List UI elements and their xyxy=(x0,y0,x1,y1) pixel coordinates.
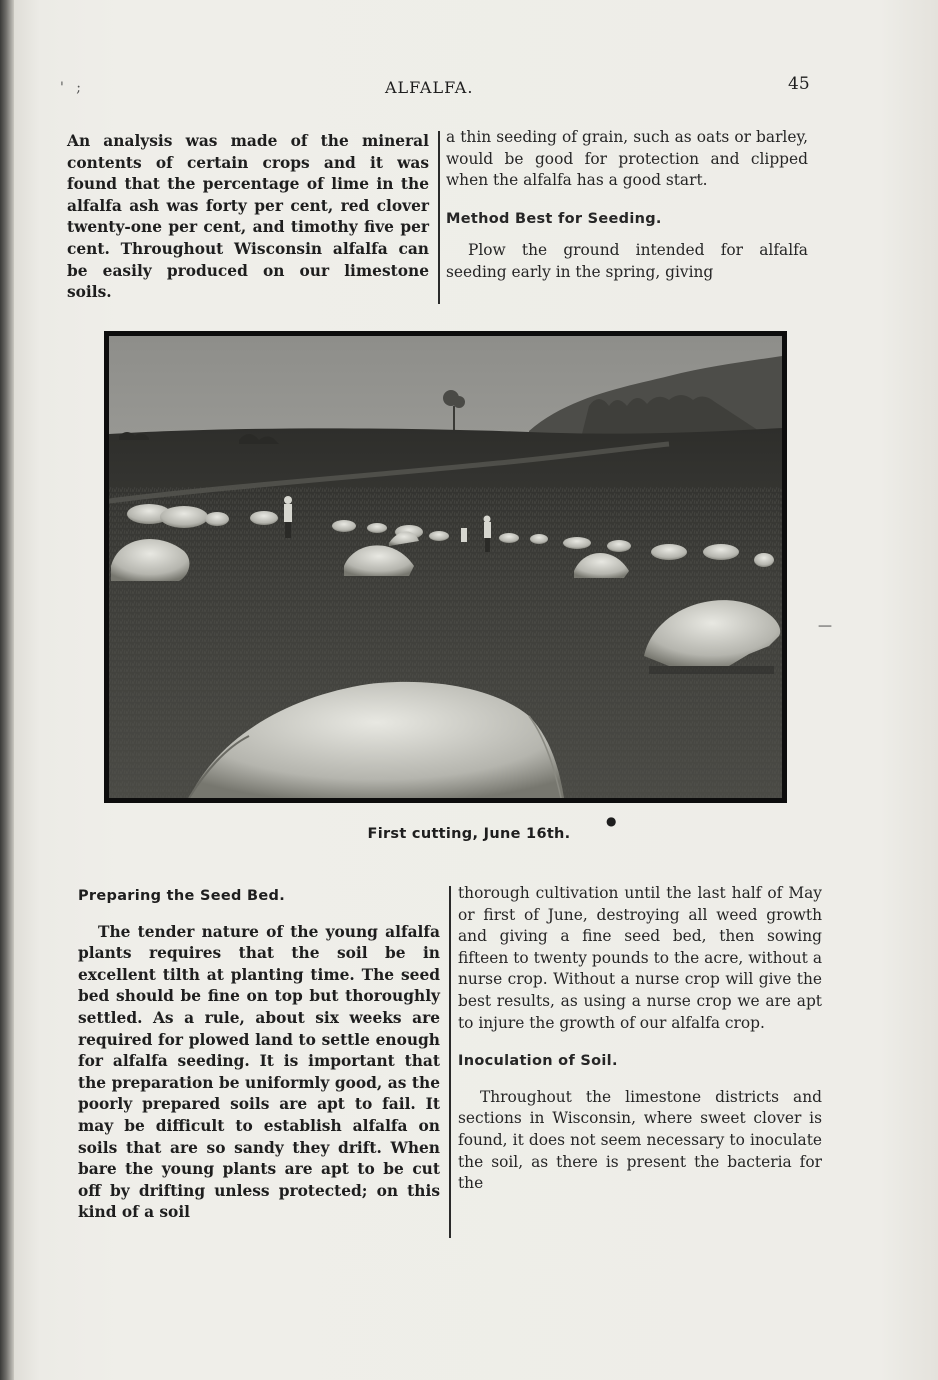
margin-dash: — xyxy=(818,618,832,634)
top-left-column xyxy=(67,131,429,304)
mineral-analysis-paragraph: An analysis was made of the mineral contents of certain crops and it was found that the percentage of lime in the alfalfa ash was forty per cent, red clover twenty-one per cent, and timothy five per cent. Throughout Wisconsin alfalfa can be easily produced on our limestone soils. xyxy=(67,132,429,302)
figure-caption: First cutting, June 16th. xyxy=(367,826,571,842)
top-right-column xyxy=(446,127,808,284)
alfalfa-field-photo xyxy=(104,331,787,803)
inoculation-paragraph: Throughout the limestone districts and sections in Wisconsin, where sweet clover is found, it does not seem necessary to inoculate the soil, as there is present the bacteria for the xyxy=(458,1087,822,1193)
inoculation-heading: Inoculation of Soil. xyxy=(458,1053,618,1070)
plow-paragraph: Plow the ground intended for alfalfa seeding early in the spring, giving xyxy=(446,241,808,281)
seed-bed-paragraph: The tender nature of the young alfalfa plants requires that the soil be in excellent tilth at planting time. The seed bed should be fine on top but thoroughly settled. As a rule, about six weeks are required for plowed land to settle enough for alfalfa seeding. It is important that the preparation be uniformly good, as the poorly prepared soils are apt to fail. It may be difficult to establish alfalfa on soils that are so sandy they drift. When bare the young plants are apt to be cut off by drifting unless protected; on this kind of a soil xyxy=(78,922,440,1222)
column-rule-bottom xyxy=(449,886,451,1238)
running-head: ALFALFA. xyxy=(385,78,474,97)
binding-gutter xyxy=(0,0,14,1380)
field-photo-image xyxy=(109,336,782,798)
thin-seeding-paragraph: a thin seeding of grain, such as oats or barley, would be good for protection and clipped when the alfalfa has a good start. xyxy=(446,128,808,190)
bottom-right-column xyxy=(458,883,822,1195)
column-rule-top xyxy=(438,131,440,304)
seed-bed-heading: Preparing the Seed Bed. xyxy=(78,888,285,904)
cultivation-paragraph: thorough cultivation until the last half of May or first of June, destroying all weed growth and giving a fine seed bed, then sowing fifteen to twenty pounds to the acre, without a nurse crop. Without a nurse crop will give the best results, as using a nurse crop we are apt to injure the growth of our alfalfa crop. xyxy=(458,884,822,1032)
stray-dot: ● xyxy=(606,814,617,828)
bottom-left-column xyxy=(78,886,440,1224)
margin-marks: ' ; xyxy=(60,80,86,96)
method-heading: Method Best for Seeding. xyxy=(446,210,662,227)
page-number: 45 xyxy=(788,74,810,94)
